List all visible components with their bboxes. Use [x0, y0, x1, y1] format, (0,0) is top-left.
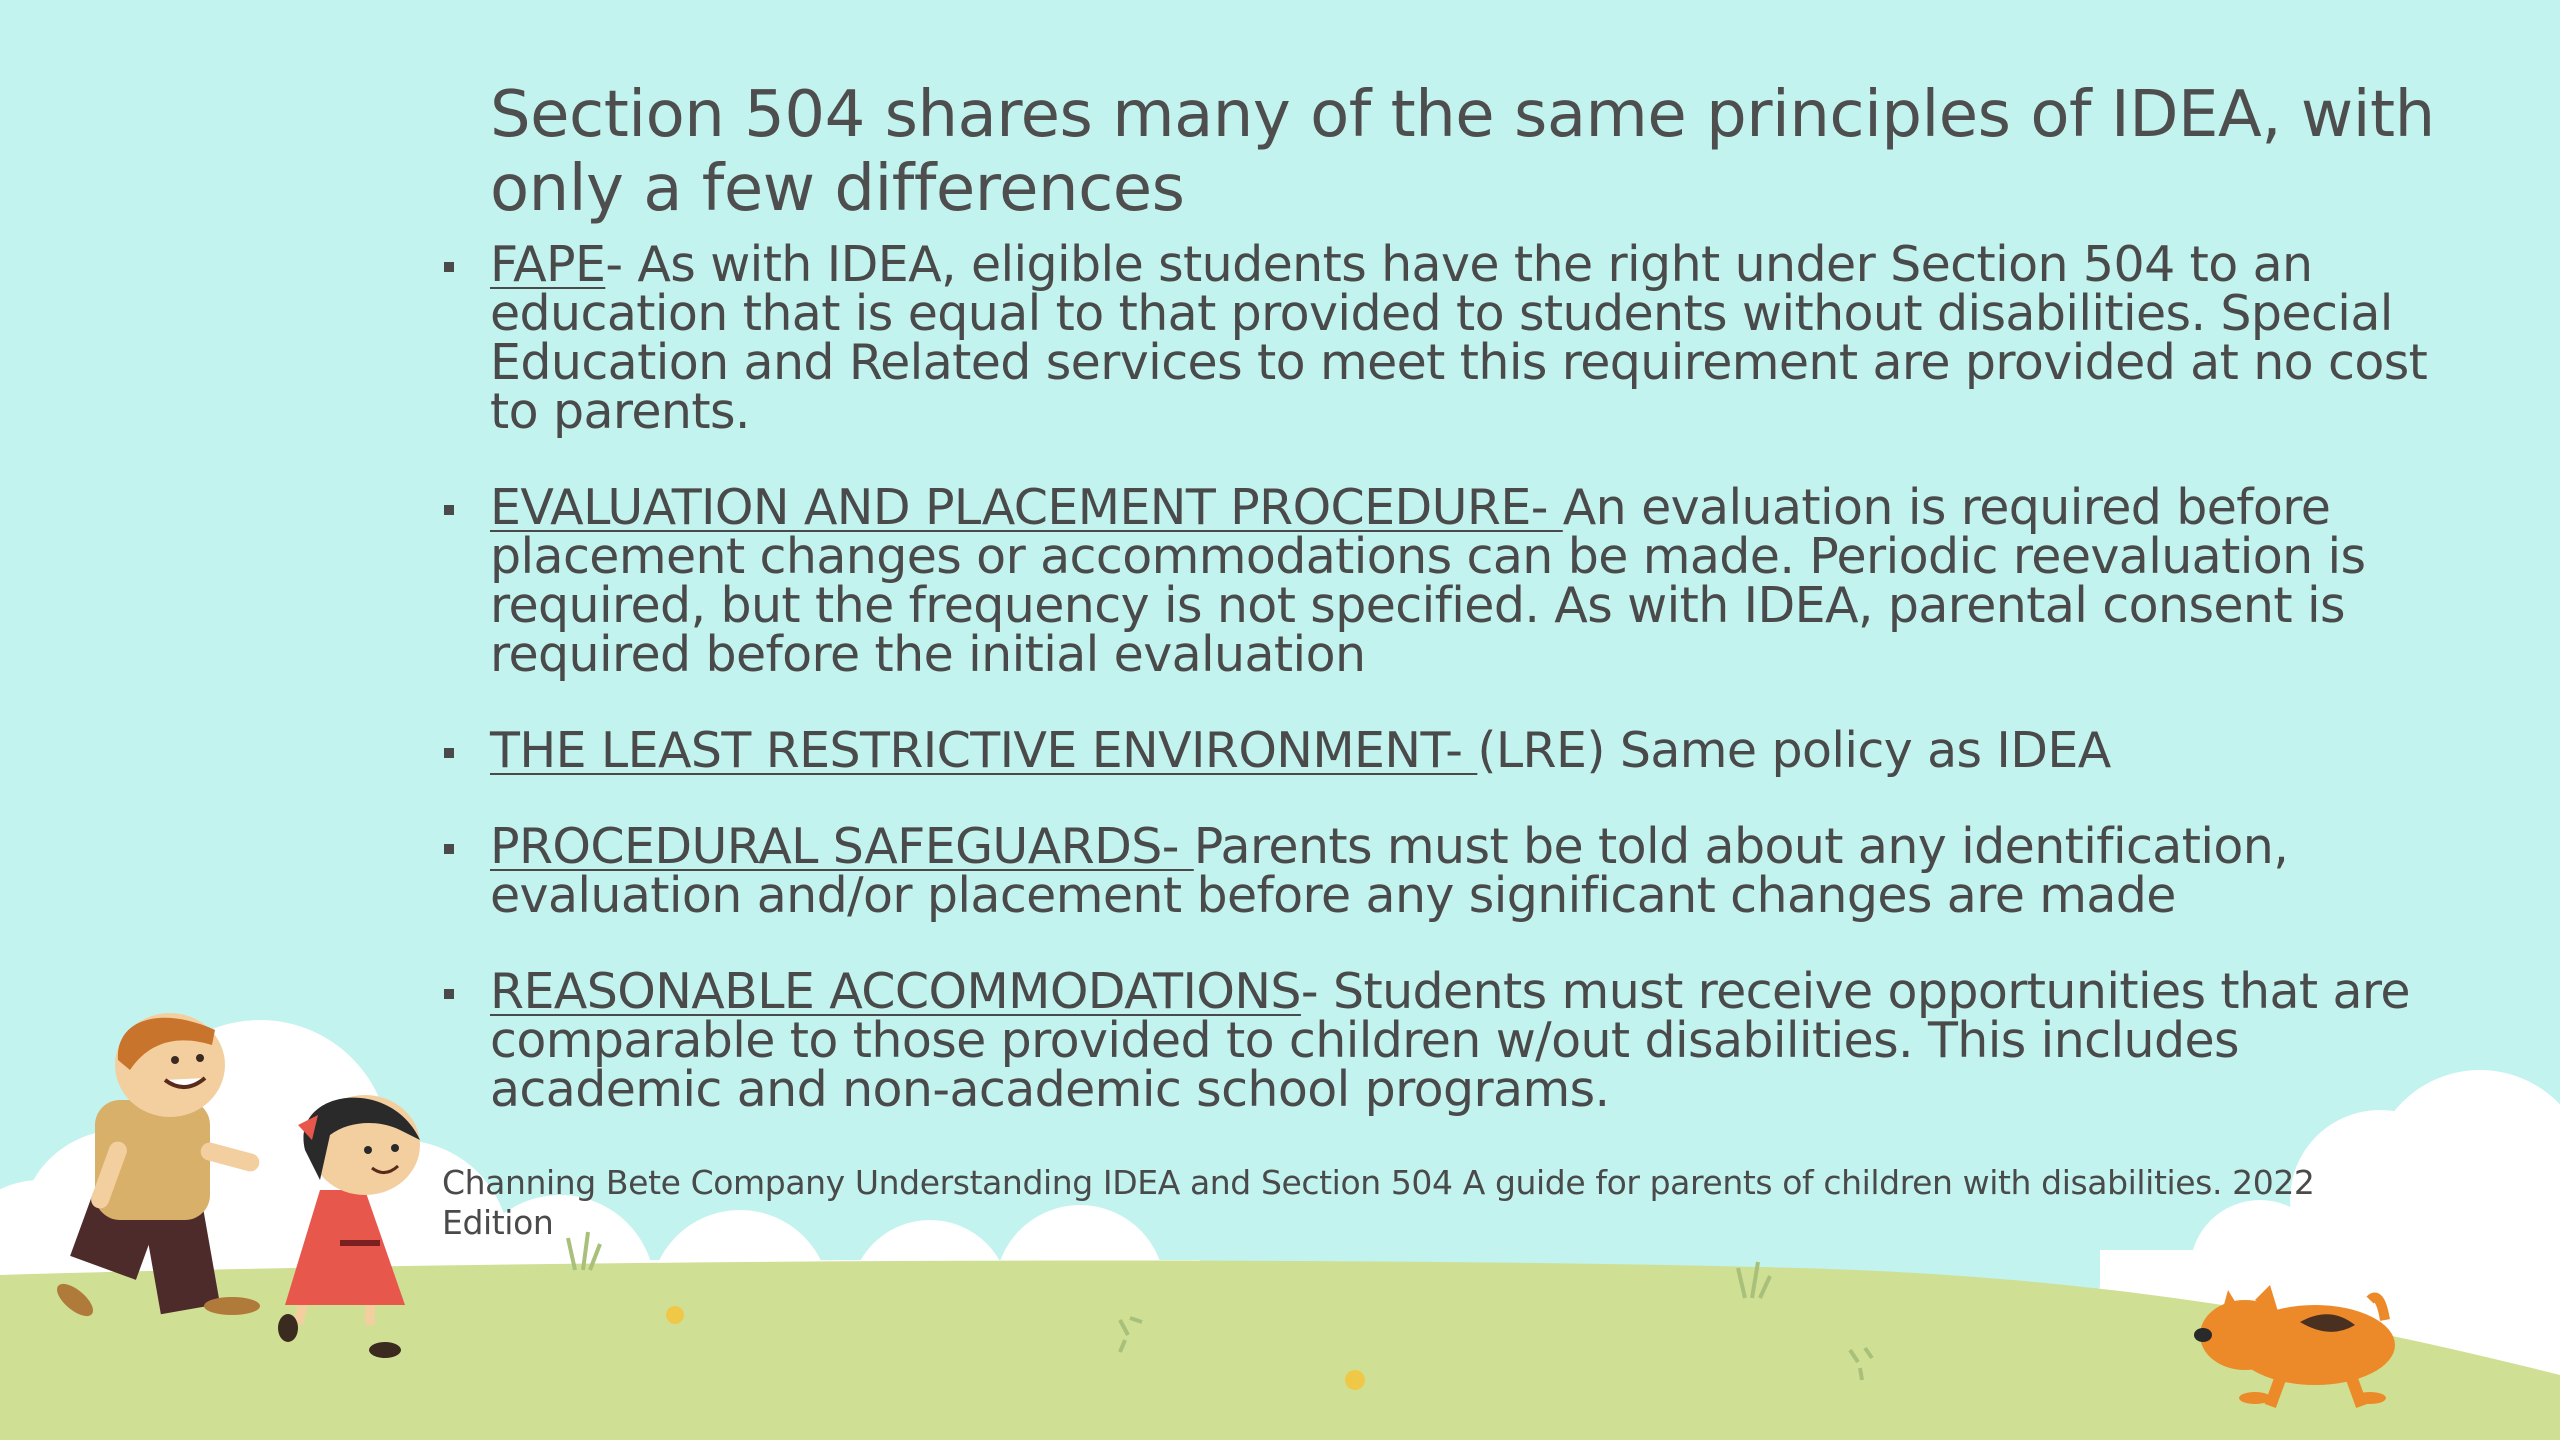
bullet-item-evaluation [440, 479, 2440, 683]
bullet-term: REASONABLE ACCOMMODATIONS [490, 963, 1301, 1020]
bullet-text: - As with IDEA, eligible students have the right under Section 504 to an education that is equal to that provided to students without disabilities. Special Education and Related services to meet this requirement are provided at no cost to parents. [490, 236, 2428, 440]
bullet-text: An evaluation is required before placement changes or accommodations can be made. Periodic reevaluation is required, but the frequency is not specified. As with IDEA, parental consent is required before the initial evaluation [490, 479, 2366, 683]
bullet-term: THE LEAST RESTRICTIVE ENVIRONMENT- [490, 722, 1478, 779]
bullet-marker-icon [444, 844, 454, 854]
bullet-term: PROCEDURAL SAFEGUARDS- [490, 818, 1194, 875]
bullet-list [440, 236, 2440, 1118]
bullet-item-fape [440, 236, 2440, 440]
bullet-term: EVALUATION AND PLACEMENT PROCEDURE- [490, 479, 1563, 536]
bullet-marker-icon [444, 989, 454, 999]
bullet-text: Parents must be told about any identification, evaluation and/or placement before any significant changes are made [490, 818, 2289, 924]
bullet-marker-icon [444, 262, 454, 272]
bullet-item-lre [440, 722, 2440, 779]
bullet-marker-icon [444, 748, 454, 758]
bullet-term: FAPE [490, 236, 606, 293]
slide-title: Section 504 shares many of the same principles of IDEA, with only a few differences [490, 78, 2435, 226]
bullet-item-accommodations [440, 963, 2440, 1118]
bullet-text: (LRE) Same policy as IDEA [1477, 722, 2111, 779]
citation: Channing Bete Company Understanding IDEA and Section 504 A guide for parents of children with disabilities. 2022 Edition [442, 1163, 2315, 1242]
bullet-marker-icon [444, 505, 454, 515]
bullet-item-safeguards [440, 818, 2440, 924]
bullet-text: - Students must receive opportunities that are comparable to those provided to children w/out disabilities. This includes academic and non-academic school programs. [490, 963, 2410, 1118]
